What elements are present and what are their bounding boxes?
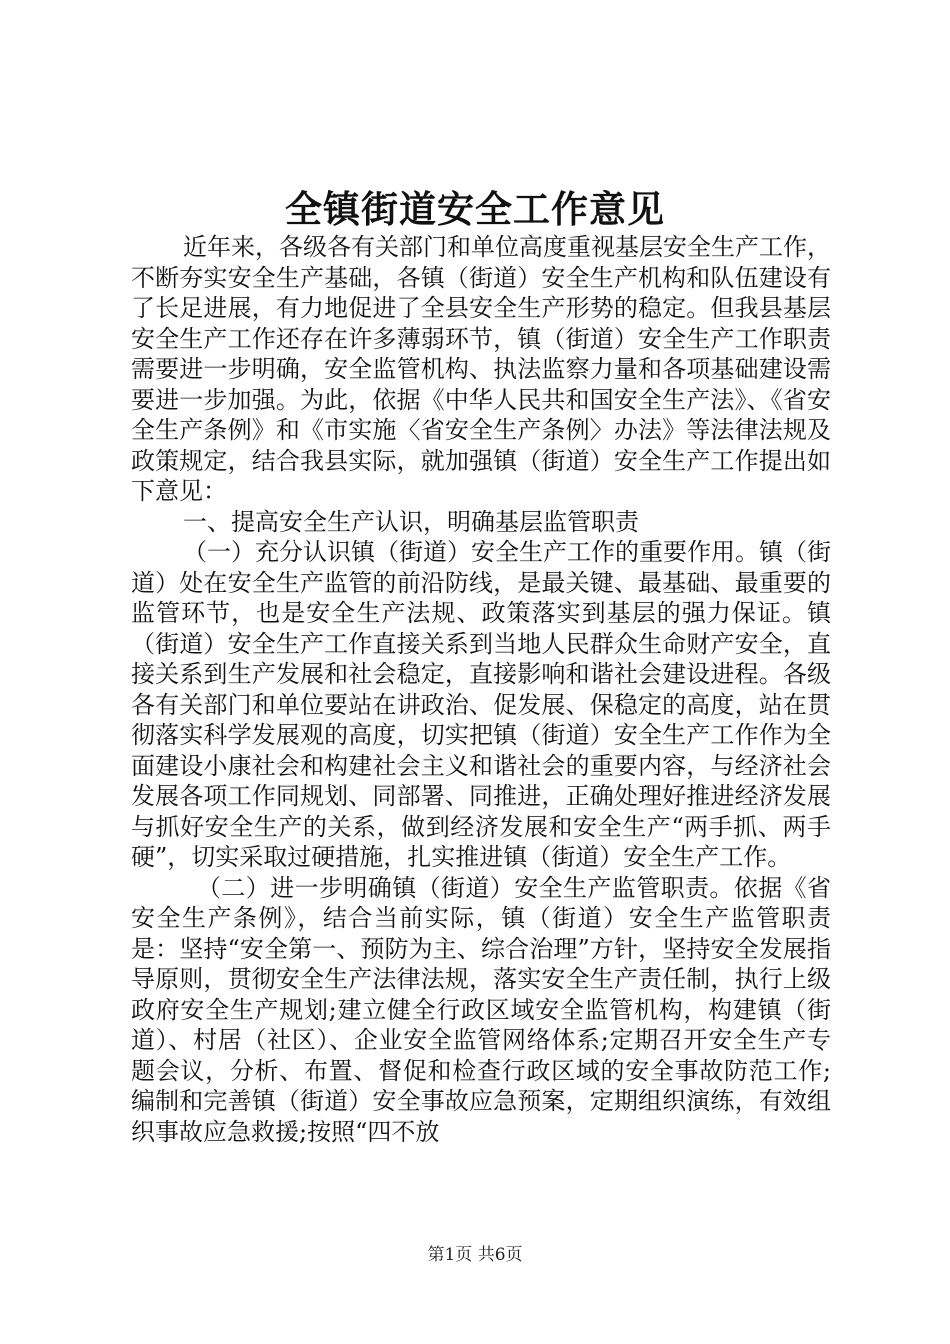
document-title: 全镇街道安全工作意见 xyxy=(285,187,665,231)
paragraph-item-1: （一）充分认识镇（街道）安全生产工作的重要作用。镇（街道）处在安全生产监管的前沿防线，是最关键、最基础、最重要的监管环节，也是安全生产法规、政策落实到基层的强力保证。镇（街道）安全生产工作直接关系到当地人民群众生命财产安全，直接关系到生产发展和社会稳定，直接影响和谐社会建设进程。各级各有关部门和单位要站在讲政治、促发展、保稳定的高度，站在贯彻落实科学发展观的高度，切实把镇（街道）安全生产工作作为全面建设小康社会和构建社会主义和谐社会的重要内容，与经济社会发展各项工作同规划、同部署、同推进，正确处理好推进经济发展与抓好安全生产的关系，做到经济发展和安全生产“两手抓、两手硬”，切实采取过硬措施，扎实推进镇（街道）安全生产工作。 xyxy=(131,538,831,871)
document-body xyxy=(131,232,831,1147)
page-footer: 第1页 共6页 xyxy=(427,1245,523,1265)
paragraph-item-2: （二）进一步明确镇（街道）安全生产监管职责。依据《省安全生产条例》，结合当前实际，镇（街道）安全生产监管职责是：坚持“安全第一、预防为主、综合治理”方针，坚持安全发展指导原则，贯彻安全生产法律法规，落实安全生产责任制，执行上级政府安全生产规划;建立健全行政区域安全监管机构，构建镇（街道）、村居（社区）、企业安全监管网络体系;定期召开安全生产专题会议，分析、布置、督促和检查行政区域的安全事故防范工作;编制和完善镇（街道）安全事故应急预案，定期组织演练，有效组织事故应急救援;按照“四不放 xyxy=(131,873,831,1146)
paragraph-intro: 近年来，各级各有关部门和单位高度重视基层安全生产工作，不断夯实安全生产基础，各镇（街道）安全生产机构和队伍建设有了长足进展，有力地促进了全县安全生产形势的稳定。但我县基层安全生产工作还存在许多薄弱环节，镇（街道）安全生产工作职责需要进一步明确，安全监管机构、执法监察力量和各项基础建设需要进一步加强。为此，依据《中华人民共和国安全生产法》、《省安全生产条例》和《市实施〈省安全生产条例〉办法》等法律法规及政策规定，结合我县实际，就加强镇（街道）安全生产工作提出如下意见： xyxy=(131,233,831,505)
section-heading-1: 一、提高安全生产认识，明确基层监管职责 xyxy=(183,507,639,536)
